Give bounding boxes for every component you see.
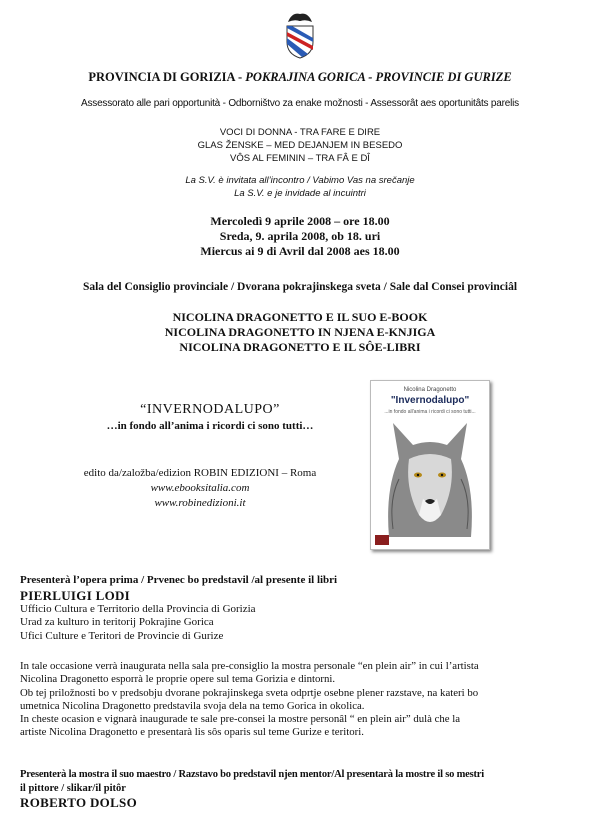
master-intro: Presenterà la mostra il suo maestro / Razstavo bo predstavil njen mentor/Al presentarà la mostre il so mestri	[20, 769, 484, 780]
cover-subtitle: ...in fondo all'anima i ricordi ci sono tutti...	[384, 409, 476, 415]
ebook-title-line: NICOLINA DRAGONETTO IN NJENA E-KNJIGA	[164, 325, 436, 339]
publisher-block	[40, 466, 360, 511]
master-name: ROBERTO DOLSO	[20, 795, 137, 810]
voices-line: GLAS ŽENSKE – MED DEJANJEM IN BESEDO	[197, 140, 403, 151]
cover-author: Nicolina Dragonetto	[403, 387, 457, 393]
wolf-illustration	[379, 419, 481, 537]
voices-block	[0, 126, 600, 165]
paragraph-line: umetnica Nicolina Dragonetto predstavila svoja dela na temo Gorica in okolica.	[20, 699, 365, 712]
province-heading-bold: PROVINCIA DI GORIZIA -	[88, 70, 246, 84]
exhibition-paragraph	[20, 660, 479, 740]
province-heading	[0, 70, 600, 85]
presenter-role: Urad za kulturo in teritorij Pokrajine Gorica	[20, 616, 214, 628]
ebook-title-line: NICOLINA DRAGONETTO E IL SÔE-LIBRI	[179, 340, 421, 354]
book-cover-image	[370, 380, 490, 550]
province-coat-of-arms-icon	[282, 10, 318, 60]
presenter-intro: Presenterà l’opera prima / Prvenec bo predstavil /al presente il libri	[20, 574, 338, 586]
url-ebooksitalia-link[interactable]: www.ebooksitalia.com	[150, 482, 250, 494]
paragraph-line: In tale occasione verrà inaugurata nella sala pre-consiglio la mostra personale “en plein air” in cui l’artista	[20, 660, 479, 672]
date-line: Miercus ai 9 di Avril dal 2008 aes 18.00	[200, 244, 400, 258]
book-info	[60, 402, 360, 432]
date-line: Sreda, 9. aprila 2008, ob 18. uri	[219, 229, 381, 243]
paragraph-line: artiste Nicolina Dragonetto e presentarà lis sôs oparis sul teme Gurize e teritori.	[20, 726, 364, 739]
book-title: “INVERNODALUPO”	[140, 402, 280, 417]
presenter-block	[20, 574, 337, 643]
paragraph-line: In cheste ocasion e vignarà inaugurade te sale pre-consei la mostre personâl “ en plein air” dulà che la	[20, 713, 461, 726]
dates-block	[0, 214, 600, 259]
paragraph-line: Ob tej priložnosti bo v predsobju dvorane pokrajinskega sveta odprtje osebne plener razstave, na kateri bo	[20, 686, 479, 699]
presenter-role: Ufici Culture e Teritori de Provincie di Gurize	[20, 629, 224, 642]
ebook-title-line: NICOLINA DRAGONETTO E IL SUO E-BOOK	[172, 310, 428, 324]
venue-line: Sala del Consiglio provinciale / Dvorana pokrajinskega sveta / Sale dal Consei provinciâl	[82, 281, 518, 293]
cover-title: "Invernodalupo"	[390, 395, 470, 406]
master-intro-2: il pittore / slikar/il pitôr	[20, 782, 126, 794]
book-subtitle: …in fondo all’anima i ricordi ci sono tutti…	[106, 420, 314, 432]
ebook-titles-block	[0, 310, 600, 355]
presenter-role: Ufficio Cultura e Territorio della Provincia di Gorizia	[20, 602, 256, 615]
presenter-name: PIERLUIGI LODI	[20, 587, 131, 603]
invitation-block	[0, 174, 600, 200]
publisher-line: edito da/založba/edizion ROBIN EDIZIONI – Roma	[83, 467, 317, 479]
invitation-line: La S.V. è invitata all’incontro / Vabimo Vas na srečanje	[185, 175, 415, 186]
url-robinedizioni-link[interactable]: www.robinedizioni.it	[154, 497, 246, 509]
paragraph-line: Nicolina Dragonetto esporrà le proprie opere sul tema Gorizia e dintorni.	[20, 673, 336, 686]
publisher-logo-icon	[375, 535, 389, 545]
master-block	[20, 768, 484, 811]
province-heading-italic: POKRAJINA GORICA - PROVINCIE DI GURIZE	[245, 70, 512, 84]
invitation-line: La S.V. e je invidade al incuintri	[234, 188, 366, 199]
voices-line: VOCI DI DONNA - TRA FARE E DIRE	[219, 127, 381, 138]
voices-line: VÔS AL FEMININ – TRA FÂ E DÎ	[230, 153, 370, 164]
assessorato-line: Assessorato alle pari opportunità - Odborništvo za enake možnosti - Assessorât aes oportunitâts parelis	[81, 98, 519, 109]
date-line: Mercoledì 9 aprile 2008 – ore 18.00	[210, 214, 390, 228]
